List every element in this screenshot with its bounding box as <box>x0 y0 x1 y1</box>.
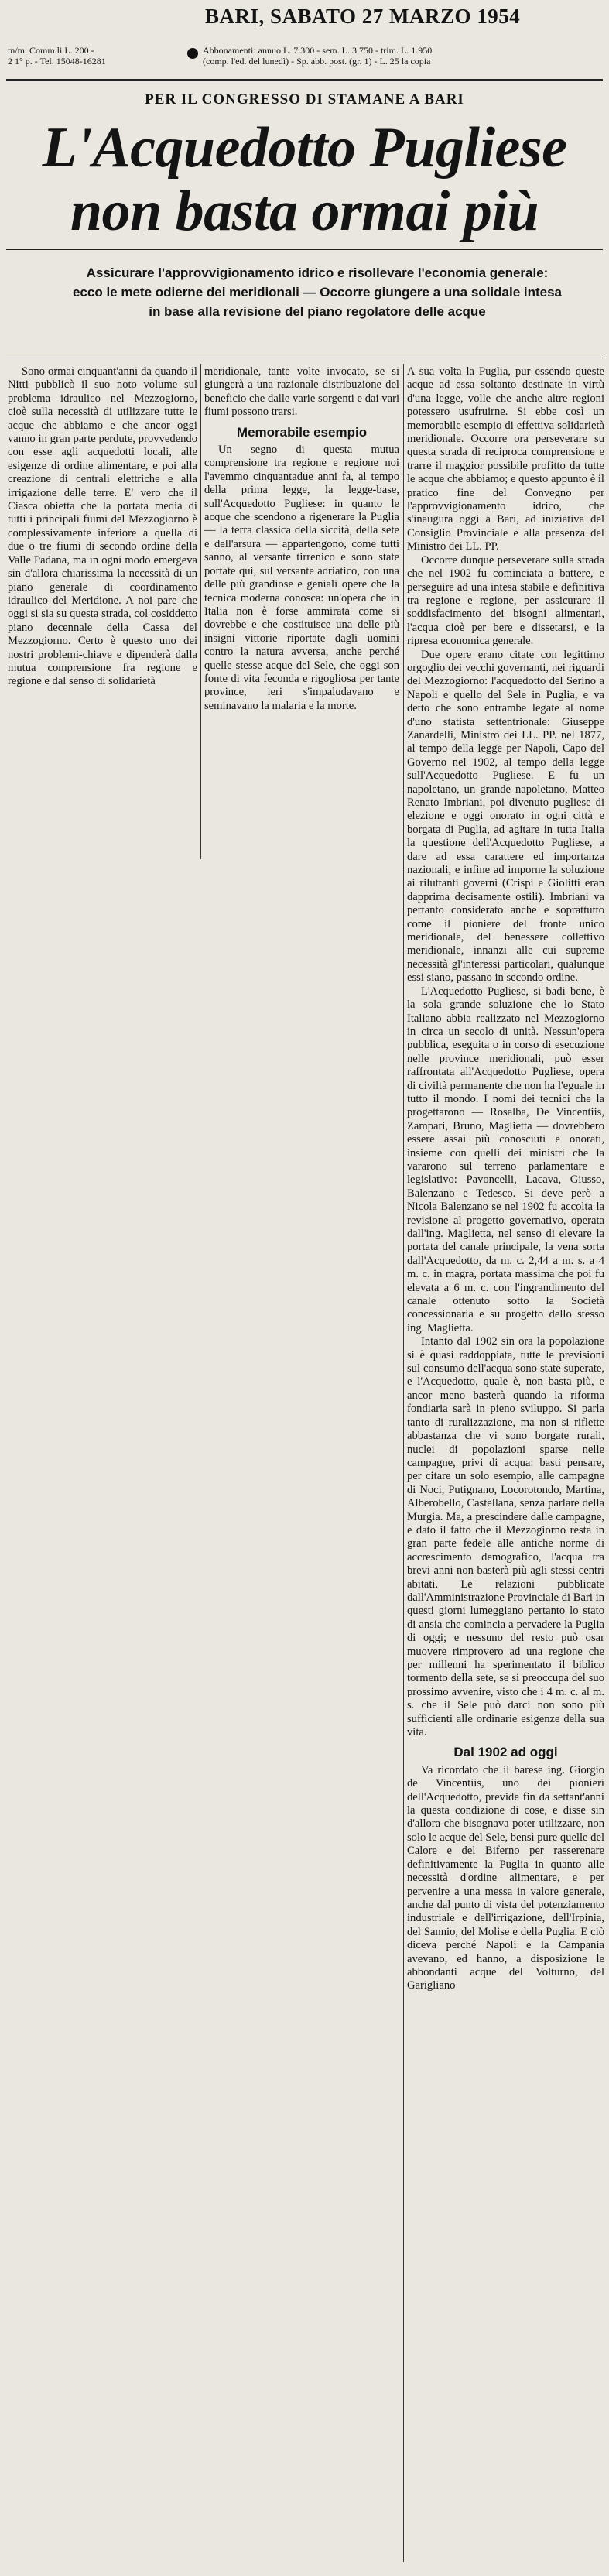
masthead <box>0 0 609 77</box>
paragraph: Un segno di questa mutua comprensione tra regione e regione noi l'avemmo cinquantadue anni fa, al tempo della prima legge, la legge-base, sull'Acquedotto Pugliese: in quanto le acque che scendono a rigenerare la Puglia — la terra classica della siccità, della sete e dell'arsura — appartengono, come tutti sanno, al versante tirrenico e sono state portate qui, sul versante adriatico, con una delle più grandiose e geniali opere che la tecnica moderna conosca: un'opera che in Italia non è forse ammirata come si dovrebbe e che costituisce una delle più insigni vittorie riportate dagli uomini contro la natura avversa, anche perché quelle stesse acque del Sele, che oggi son fonte di vita feconda e rigogliosa per tante province, ieri s'impaludavano e seminavano la malaria e la morte. <box>204 444 399 712</box>
article-column-2 <box>204 365 399 861</box>
subscription-line: Abbonamenti: annuo L. 7.300 - sem. L. 3.750 - trim. L. 1.950 <box>203 45 433 56</box>
subscription-line: (comp. l'ed. del lunedì) - Sp. abb. post. (gr. 1) - L. 25 la copia <box>203 56 431 67</box>
dateline: BARI, SABATO 27 MARZO 1954 <box>205 5 521 28</box>
section-heading: Memorabile esempio <box>236 424 368 440</box>
section-heading: Dal 1902 ad oggi <box>453 1745 558 1760</box>
paragraph: Due opere erano citate con legittimo orgoglio dei vecchi governanti, nei riguardi del Mezzogiorno: l'acquedotto del Serino a Napoli e quello del Sele in Puglia, e va detto che sono entrambe legate al nome d'uno statista settentrionale: Giuseppe Zanardelli, Ministro dei LL. PP. nel 1877, al tempo della legge per Napoli, Capo del Governo nel 1902, al tempo della legge sull'Acquedotto Pugliese. E fu un napoletano, un grande napoletano, Matteo Renato Imbriani, poi divenuto pugliese di elezione e oggi onorato in ogni città e borgata di Puglia, ad agitare in tutta Italia la questione dell'Acquedotto Pugliese, a dare ad essa carattere ed importanza nazionali, e infine ad imporne la soluzione ai riluttanti governi (Crispi e Giolitti eran dapprima decisamente ostili). Imbriani va pertanto considerato anche e soprattutto come il pioniere del fronte unico meridionale, del benessere collettivo meridionale, innanzi alle cui supreme necessità gl'interessi particolari, qualunque essi siano, passano in secondo ordine. <box>407 648 604 985</box>
subscription-info <box>203 45 601 67</box>
paragraph: A sua volta la Puglia, pur essendo queste acque ad essa soltanto destinate in virtù d'una legge, volle che anche altre regioni potessero usufruirne. Si ebbe così un memorabile esempio di effettiva solidarietà meridionale. Occorre ora perseverare su questa strada di reciproca comprensione e trarre il maggior possibile profitto da tutte le acque che abbiamo; e questo appunto è il pratico fine del Convegno per l'approvvigionamento idrico, che s'inaugura oggi a Bari, ad iniziativa del Consiglio Provinciale e alla presenza del Ministro dei LL. PP. <box>407 365 604 553</box>
paragraph: Occorre dunque perseverare sulla strada che nel 1902 fu cominciata a battere, e perseguire ad una intesa stabile e definitiva tra regione e regione, per assicurare il soddisfacimento dei bisogni alimentari, l'acqua cioè per bere e dissetarsi, e la ripresa economica generale. <box>407 553 604 648</box>
price-line: m/m. Comm.li L. 200 - <box>8 45 94 56</box>
column-rule <box>200 364 201 859</box>
paragraph: Va ricordato che il barese ing. Giorgio de Vincentiis, uno dei pionieri dell'Acquedotto, previde fin da settant'anni la questa condizione di cose, e disse sin d'allora che bisognava poter utilizzare, non solo le acque del Sele, bensì pure quelle del Calore e del Biferno per rasserenare definitivamente la Puglia in quanto alle necessità d'ordine alimentare, e per pervenire a una messa in valore generale, anche dal punto di vista del potenziamento industriale e dell'irrigazione, dell'Irpinia, del Sannio, del Molise e della Puglia. E ciò diceva perché Napoli e la Campania avevano, ed hanno, a disposizione le abbondanti acque del Volturno, del Garigliano <box>407 1763 604 1992</box>
column-rule <box>403 364 404 2562</box>
article-kicker: PER IL CONGRESSO DI STAMANE A BARI <box>145 91 464 108</box>
article-column-1 <box>8 365 197 861</box>
headline-line: non basta ormai più <box>70 180 539 243</box>
article-subhead: Assicurare l'approvvigionamento idrico e risollevare l'economia generale: ecco le mete odierne dei meridionali — Occorre giungere a una solidale intesa in base alla revisione del piano regolatore delle acque <box>72 265 563 319</box>
article-headline <box>6 116 603 243</box>
price-info-left <box>8 45 186 67</box>
price-line: 2 1° p. - Tel. 15048-16281 <box>8 56 106 67</box>
bullet-icon <box>187 48 198 59</box>
paragraph: meridionale, tante volte invocato, se si giungerà a una razionale distribuzione del beneficio che dalle varie sorgenti e dai vari fiumi possono trarsi. <box>204 365 399 419</box>
paragraph: Sono ormai cinquant'anni da quando il Nitti pubblicò il suo noto volume sul problema idraulico nel Mezzogiorno, cioè sulla necessità di utilizzare tutte le acque che abbiamo e che ancor oggi vanno in gran parte perdute, provvedendo con esse agli acquedotti locali, alle esigenze di ordine alimentare, e poi alla creazione di centrali elettriche e alla irrigazione delle terre. E' vero che il Ciasca obietta che la portata media di tutti i principali fiumi del Mezzogiorno è complessivamente inferiore a quella di due o tre fiumi di secondo ordine della Valle Padana, ma in ogni modo emergeva sin d'allora chiarissima la necessità di un piano generale di coordinamento idraulico del Meridione. A noi pare che oggi si sia su questa strada, col cosiddetto piano decennale della Cassa del Mezzogiorno. Certo è questo uno dei nostri problemi-chiave e dipenderà dalla mutua comprensione fra regione e regione e dal senso di solidarietà <box>8 365 197 688</box>
divider <box>6 79 603 81</box>
paragraph: L'Acquedotto Pugliese, si badi bene, è la sola grande soluzione che lo Stato Italiano abbia realizzato nel Mezzogiorno in circa un secolo di unità. Nessun'opera pubblica, eseguita o in corso di esecuzione nelle province meridionali, può esser raffrontata all'Acquedotto Pugliese, opera di civiltà permanente che non ha l'eguale in tutto il mondo. I nomi dei tecnici che la progettarono — Rosalba, De Vincentiis, Zampari, Bruno, Maglietta — dovrebbero essere assai più conosciuti e onorati, insieme con quelli dei ministri che la vararono sul terreno parlamentare e legislativo: Pavoncelli, Lacava, Giusso, Balenzano e Tedesco. Si deve però a Nicola Balenzano se nel 1902 fu accolta la revisione al progetto governativo, operata dall'ing. Maglietta, nel senso di elevare la portata del canale principale, la vena sorta dall'Acquedotto, da m. c. 2,44 a m. s. a 4 m. c. in magra, portata massima che poi fu elevata a 6 m. c. con l'ingrandimento del canale ottenuto sotto la Società concessionaria e su progetto dello stesso ing. Maglietta. <box>407 985 604 1334</box>
divider <box>6 249 603 250</box>
headline-line: L'Acquedotto Pugliese <box>42 116 567 180</box>
paragraph: Intanto dal 1902 sin ora la popolazione si è quasi raddoppiata, tutte le previsioni sul consumo dell'acqua sono state superate, e l'Acquedotto, quale è, non basta più, e ancor meno basterà quando la riforma fondiaria sarà in pieno sviluppo. Si parla tanto di ruralizzazione, ma non si riflette abbastanza che vi sono borgate rurali, nuclei di popolazioni sparse nelle campagne, privi di acqua: basti pensare, per citare un solo esempio, alle campagne di Noci, Putignano, Locorotondo, Martina, Alberobello, Castellana, senza parlare della Murgia. Ma, a prescindere dalle campagne, e dato il fatto che il Mezzogiorno resta in gran parte fedele alle antiche norme di accrescimento demografico, l'acqua tra brevi anni non basterà più agli stessi centri abitati. Le relazioni pubblicate dall'Amministrazione Provinciale di Bari in questi giorni lumeggiano pertanto lo stato di ansia che comincia a pervadere la Puglia di oggi; e nessuno del resto può osar muovere rimprovero ad una regione che per millenni ha sperimentato il biblico tormento della sete, se si preoccupa del suo prossimo avvenire, visto che i 4 m. c. al m. s. che il Sele può darci non sono più sufficienti alle ordinarie esigenze della sua vita. <box>407 1335 604 1739</box>
article-column-3 <box>407 365 604 2564</box>
